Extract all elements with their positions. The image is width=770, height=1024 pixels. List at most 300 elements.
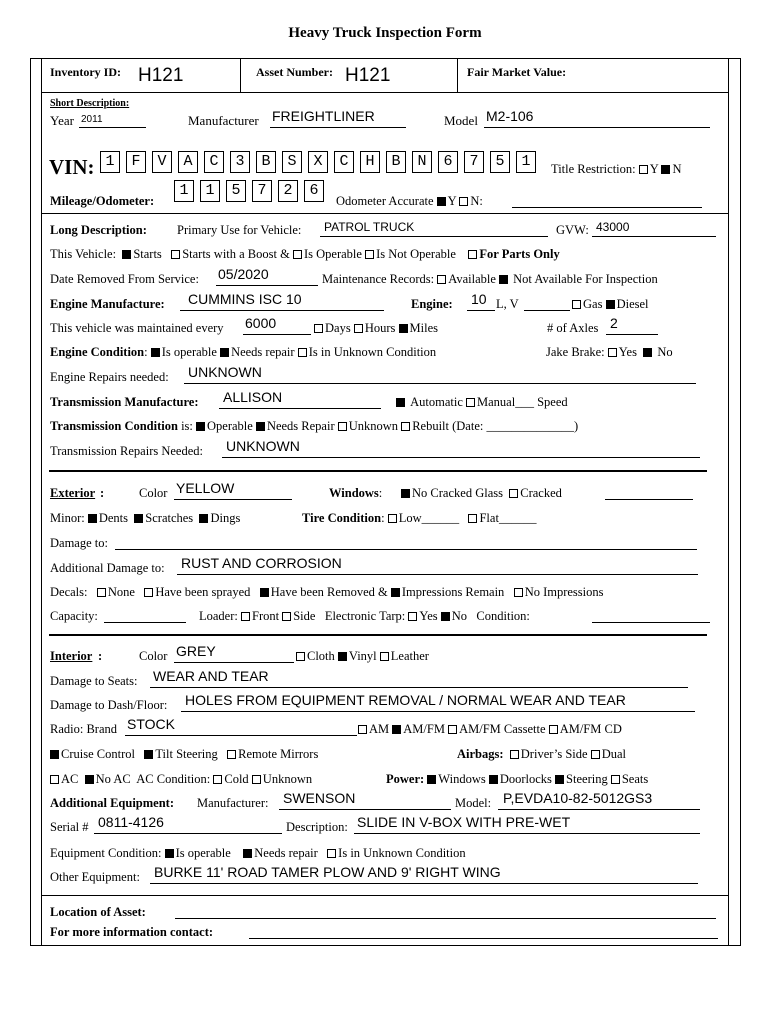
windows-row <box>329 486 562 501</box>
power-row <box>386 772 648 787</box>
maintained-value[interactable]: 6000 <box>245 315 277 331</box>
radio-cd-label: AM/FM CD <box>559 722 622 736</box>
not-available-checkbox[interactable] <box>499 275 508 284</box>
automatic-checkbox[interactable] <box>396 398 405 407</box>
no-impressions-label: No Impressions <box>524 585 604 599</box>
decals-sprayed-checkbox[interactable] <box>144 588 153 597</box>
outer-right-border <box>740 58 741 946</box>
maintained-label: This vehicle was maintained every <box>50 321 224 335</box>
odometer-note-line <box>512 207 702 208</box>
trans-rebuilt-checkbox[interactable] <box>401 422 410 431</box>
speed-label: Speed <box>537 395 568 409</box>
engine-unknown-checkbox[interactable] <box>298 348 307 357</box>
tire-flat-checkbox[interactable] <box>468 514 477 523</box>
diesel-checkbox[interactable] <box>606 300 615 309</box>
interval-unit-row <box>314 321 438 336</box>
description-value[interactable]: SLIDE IN V-BOX WITH PRE-WET <box>357 814 571 830</box>
description-line <box>354 833 700 834</box>
engine-repairs-line <box>184 383 696 384</box>
trans-mfr-label: Transmission Manufacture: <box>50 395 199 409</box>
date-removed-value[interactable]: 05/2020 <box>218 266 269 282</box>
manufacturer-label: Manufacturer <box>188 113 259 128</box>
days-checkbox[interactable] <box>314 324 323 333</box>
no-cracked-label: No Cracked Glass <box>412 486 503 500</box>
primary-use-line <box>320 236 548 237</box>
impressions-label: Impressions Remain <box>401 585 505 599</box>
asset-number-label: Asset Number: <box>256 65 333 79</box>
cruise-label: Cruise Control <box>61 747 135 761</box>
cruise-checkbox[interactable] <box>50 750 59 759</box>
capacity-line <box>104 622 186 623</box>
jake-no-checkbox[interactable] <box>643 348 652 357</box>
leather-checkbox[interactable] <box>380 652 389 661</box>
engine-cond-colon: : <box>144 345 148 359</box>
engine-mfr-value[interactable]: CUMMINS ISC 10 <box>188 291 302 307</box>
mileage-digit[interactable]: 6 <box>304 180 324 202</box>
airbags-label: Airbags: <box>457 747 504 761</box>
vin-char[interactable]: A <box>178 151 198 173</box>
loader-front-label: Front <box>252 609 280 623</box>
short-description-label: Short Description: <box>50 98 130 109</box>
year-line <box>79 127 146 128</box>
equip-operable-label: Is operable <box>175 846 231 860</box>
starts-label: Starts <box>133 247 162 261</box>
fair-market-label: Fair Market Value: <box>467 65 567 79</box>
no-ac-label: No AC <box>95 772 131 786</box>
primary-use-label: Primary Use for Vehicle: <box>177 223 302 237</box>
engine-mfr-label: Engine Manufacture: <box>50 297 165 311</box>
mileage-digit[interactable]: 7 <box>252 180 272 202</box>
radio-label: Radio: Brand <box>50 722 118 736</box>
scratches-label: Scratches <box>145 511 194 525</box>
miles-checkbox[interactable] <box>399 324 408 333</box>
contact-label: For more information contact: <box>50 925 214 939</box>
damage-to-line <box>115 549 697 550</box>
airbag-driver-checkbox[interactable] <box>510 750 519 759</box>
no-cracked-checkbox[interactable] <box>401 489 410 498</box>
outer-left-border <box>30 58 31 946</box>
vin-char[interactable]: 1 <box>516 151 536 173</box>
date-removed-line <box>216 285 318 286</box>
hours-label: Hours <box>364 321 396 335</box>
engine-needs-repair-label: Needs repair <box>231 345 295 359</box>
manufacturer-value[interactable]: FREIGHTLINER <box>272 108 375 124</box>
jake-brake-row <box>546 345 673 360</box>
section-divider-1 <box>49 470 707 472</box>
tarp-condition-line <box>592 622 710 623</box>
odometer-yes-checkbox[interactable] <box>437 197 446 206</box>
loader-label: Loader: <box>199 609 238 623</box>
minor-damage-row <box>50 511 240 526</box>
form-title: Heavy Truck Inspection Form <box>288 25 482 41</box>
manual-checkbox[interactable] <box>466 398 475 407</box>
vin-char[interactable]: B <box>386 151 406 173</box>
trans-needs-repair-label: Needs Repair <box>266 419 335 433</box>
trans-unknown-checkbox[interactable] <box>338 422 347 431</box>
trans-repairs-label: Transmission Repairs Needed: <box>50 444 203 458</box>
add-damage-value[interactable]: RUST AND CORROSION <box>181 555 342 571</box>
airbags-row <box>457 747 626 762</box>
engine-operable-checkbox[interactable] <box>151 348 160 357</box>
vinyl-checkbox[interactable] <box>338 652 347 661</box>
gvw-line <box>592 236 716 237</box>
loader-side-label: Side <box>293 609 316 623</box>
serial-label: Serial # <box>50 820 89 834</box>
equip-mfr-value[interactable]: SWENSON <box>283 790 356 806</box>
rebuilt-close: ) <box>573 419 579 433</box>
airbag-dual-label: Dual <box>601 747 626 761</box>
is-operable-checkbox[interactable] <box>293 250 302 259</box>
vin-char[interactable]: F <box>126 151 146 173</box>
equip-condition-row <box>50 846 466 861</box>
odometer-no-checkbox[interactable] <box>459 197 468 206</box>
parts-only-checkbox[interactable] <box>468 250 477 259</box>
seats-damage-value[interactable]: WEAR AND TEAR <box>153 668 269 684</box>
trans-repairs-line <box>222 457 700 458</box>
not-operable-label: Is Not Operable <box>376 247 456 261</box>
title-restriction-no-checkbox[interactable] <box>661 165 670 174</box>
trans-repairs-value[interactable]: UNKNOWN <box>226 438 300 454</box>
airbag-driver-label: Driver’s Side <box>520 747 588 761</box>
ac-unknown-checkbox[interactable] <box>252 775 261 784</box>
axles-value[interactable]: 2 <box>610 315 618 331</box>
mileage-digit[interactable]: 5 <box>226 180 246 202</box>
title-restriction-no-label: N <box>672 162 682 176</box>
trans-cond-is: is: <box>177 419 193 433</box>
trans-operable-label: Operable <box>207 419 253 433</box>
mileage-digit[interactable]: 2 <box>278 180 298 202</box>
jake-yes-label: Yes <box>618 345 637 359</box>
odometer-accurate-label: Odometer Accurate <box>336 194 434 208</box>
vin-divider <box>41 213 729 214</box>
equip-model-value[interactable]: P,EVDA10-82-5012GS3 <box>503 790 653 806</box>
power-seats-label: Seats <box>621 772 649 786</box>
tire-cond-colon: : <box>381 511 385 525</box>
other-equip-label: Other Equipment: <box>50 870 140 884</box>
serial-line <box>94 833 282 834</box>
fuel-type-row <box>572 297 649 312</box>
engine-cond-label: Engine Condition <box>50 345 145 359</box>
ext-color-line <box>174 499 292 500</box>
tarp-yes-label: Yes <box>419 609 438 623</box>
other-equip-line <box>150 883 698 884</box>
exterior-colon: : <box>100 486 105 500</box>
tarp-yes-checkbox[interactable] <box>408 612 417 621</box>
primary-use-value[interactable]: PATROL TRUCK <box>324 220 415 234</box>
radio-brand-line <box>125 735 357 736</box>
inventory-id-label: Inventory ID: <box>50 65 121 79</box>
damage-to-label: Damage to: <box>50 536 108 550</box>
vin-char[interactable]: V <box>152 151 172 173</box>
tarp-no-label: No <box>451 609 468 623</box>
engine-repairs-label: Engine Repairs needed: <box>50 370 169 384</box>
equip-model-label: Model: <box>455 796 492 810</box>
radio-type-row <box>358 722 622 737</box>
equip-unknown-checkbox[interactable] <box>327 849 336 858</box>
cloth-label: Cloth <box>307 649 335 663</box>
power-label: Power: <box>386 772 425 786</box>
vin-label: VIN: <box>49 155 95 179</box>
starts-boost-checkbox[interactable] <box>171 250 180 259</box>
remote-mirrors-checkbox[interactable] <box>227 750 236 759</box>
tilt-checkbox[interactable] <box>144 750 153 759</box>
radio-amfm-label: AM/FM <box>403 722 445 736</box>
add-damage-label: Additional Damage to: <box>50 561 165 575</box>
ac-checkbox[interactable] <box>50 775 59 784</box>
inventory-id-value[interactable]: H121 <box>138 65 184 86</box>
ac-cold-checkbox[interactable] <box>213 775 222 784</box>
vin-char[interactable]: B <box>256 151 276 173</box>
equip-cond-label: Equipment Condition: <box>50 846 162 860</box>
available-checkbox[interactable] <box>437 275 446 284</box>
ac-label: AC <box>61 772 79 786</box>
engine-lv-label: L, V <box>496 297 519 311</box>
vin-char[interactable]: 1 <box>100 151 120 173</box>
trans-cond-label: Transmission Condition <box>50 419 178 433</box>
model-line <box>484 127 710 128</box>
description-label: Description: <box>286 820 348 834</box>
power-doorlocks-checkbox[interactable] <box>489 775 498 784</box>
engine-operable-label: Is operable <box>161 345 217 359</box>
vin-char[interactable]: H <box>360 151 380 173</box>
inner-right-border <box>728 58 729 946</box>
trans-operable-checkbox[interactable] <box>196 422 205 431</box>
loader-row <box>199 609 530 624</box>
add-equip-label: Additional Equipment: <box>50 796 174 810</box>
tarp-no-checkbox[interactable] <box>441 612 450 621</box>
model-value[interactable]: M2-106 <box>486 108 534 124</box>
seats-damage-label: Damage to Seats: <box>50 674 138 688</box>
year-label: Year <box>50 113 74 128</box>
section-divider-2 <box>49 634 707 636</box>
decals-sprayed-label: Have been sprayed <box>155 585 251 599</box>
vin-char[interactable]: 3 <box>230 151 250 173</box>
cracked-line <box>605 499 693 500</box>
gas-label: Gas <box>583 297 603 311</box>
engine-label: Engine: <box>411 297 453 311</box>
engine-liters-line <box>467 310 495 311</box>
ampersand: & <box>280 247 290 261</box>
dings-checkbox[interactable] <box>199 514 208 523</box>
vin-char[interactable]: C <box>334 151 354 173</box>
mileage-digit[interactable]: 1 <box>174 180 194 202</box>
trans-type-row: Automatic Manual___ Speed <box>396 395 568 410</box>
maint-records-label: Maintenance Records: <box>322 272 435 286</box>
vin-char[interactable]: C <box>204 151 224 173</box>
upholstery-row <box>296 649 429 664</box>
header-sep-1 <box>240 58 241 92</box>
title-restriction-yes-checkbox[interactable] <box>639 165 648 174</box>
hours-checkbox[interactable] <box>354 324 363 333</box>
interior-label: Interior <box>50 649 93 663</box>
capacity-label: Capacity: <box>50 609 98 623</box>
radio-cassette-checkbox[interactable] <box>448 725 457 734</box>
long-desc-label: Long Description: <box>50 223 147 237</box>
ext-color-value[interactable]: YELLOW <box>176 480 235 496</box>
equip-mfr-line <box>279 809 451 810</box>
trans-mfr-line <box>219 408 381 409</box>
dents-label: Dents <box>98 511 129 525</box>
airbag-dual-checkbox[interactable] <box>591 750 600 759</box>
tire-flat-label: Flat <box>479 511 499 525</box>
equip-model-line <box>498 809 700 810</box>
top-border <box>30 58 741 59</box>
header-divider <box>41 92 729 93</box>
decals-removed-checkbox[interactable] <box>260 588 269 597</box>
year-value[interactable]: 2011 <box>81 114 103 125</box>
trans-rebuilt-label: Rebuilt (Date: <box>412 419 484 433</box>
ac-cold-label: Cold <box>224 772 249 786</box>
radio-cassette-label: AM/FM Cassette <box>459 722 546 736</box>
dash-damage-value[interactable]: HOLES FROM EQUIPMENT REMOVAL / NORMAL WEAR AND TEAR <box>185 692 626 708</box>
tilt-label: Tilt Steering <box>155 747 218 761</box>
miles-label: Miles <box>409 321 438 335</box>
tire-low-label: Low <box>398 511 422 525</box>
bottom-border <box>30 945 741 946</box>
tire-condition-row: Tire Condition: Low______ Flat______ <box>302 511 537 525</box>
engine-unknown-label: Is in Unknown Condition <box>308 345 437 359</box>
tarp-label: Electronic Tarp: <box>324 609 406 623</box>
decals-label: Decals: <box>50 585 88 599</box>
maintained-line <box>243 334 311 335</box>
contact-line[interactable] <box>249 938 718 939</box>
int-color-label: Color <box>139 649 168 663</box>
equip-operable-checkbox[interactable] <box>165 849 174 858</box>
vin-char[interactable]: X <box>308 151 328 173</box>
location-line[interactable] <box>175 918 716 919</box>
power-steering-checkbox[interactable] <box>555 775 564 784</box>
engine-condition-row <box>50 345 436 360</box>
no-impressions-checkbox[interactable] <box>514 588 523 597</box>
loader-front-checkbox[interactable] <box>241 612 250 621</box>
cracked-checkbox[interactable] <box>509 489 518 498</box>
power-windows-checkbox[interactable] <box>427 775 436 784</box>
ac-row <box>50 772 312 787</box>
add-damage-line <box>177 574 698 575</box>
features-row <box>50 747 318 762</box>
trans-condition-row: Transmission Condition is: Operable Needs Repair Unknown Rebuilt (Date: ______________) <box>50 419 579 433</box>
radio-am-checkbox[interactable] <box>358 725 367 734</box>
not-available-label: Not Available For Inspection <box>513 272 658 286</box>
cracked-label: Cracked <box>520 486 562 500</box>
title-restriction-yes-label: Y <box>649 162 659 176</box>
manufacturer-line <box>270 127 406 128</box>
decals-row <box>50 585 604 600</box>
seats-damage-line <box>150 687 688 688</box>
vin-char[interactable]: N <box>412 151 432 173</box>
windows-colon: : <box>378 486 383 500</box>
gvw-value[interactable]: 43000 <box>596 220 630 234</box>
mileage-digit[interactable]: 1 <box>200 180 220 202</box>
int-color-value[interactable]: GREY <box>176 643 216 659</box>
vin-char[interactable]: 5 <box>490 151 510 173</box>
ext-color-label: Color <box>139 486 168 500</box>
decals-none-checkbox[interactable] <box>97 588 106 597</box>
power-steering-label: Steering <box>566 772 608 786</box>
jake-brake-label: Jake Brake: <box>546 345 605 359</box>
jake-no-label: No <box>657 345 673 359</box>
asset-number-value[interactable]: H121 <box>345 65 391 86</box>
int-color-line <box>174 662 294 663</box>
inner-left-border <box>41 58 42 946</box>
tire-cond-label: Tire Condition <box>302 511 382 525</box>
title-restriction <box>551 162 681 177</box>
header-sep-2 <box>457 58 458 92</box>
dash-damage-label: Damage to Dash/Floor: <box>50 698 168 712</box>
engine-needs-repair-checkbox[interactable] <box>220 348 229 357</box>
no-ac-checkbox[interactable] <box>85 775 94 784</box>
remote-mirrors-label: Remote Mirrors <box>238 747 319 761</box>
loader-side-checkbox[interactable] <box>282 612 291 621</box>
tire-low-checkbox[interactable] <box>388 514 397 523</box>
available-label: Available <box>448 272 496 286</box>
scratches-checkbox[interactable] <box>134 514 143 523</box>
title-restriction-label: Title Restriction: <box>551 162 636 176</box>
exterior-label: Exterior <box>50 486 96 500</box>
equip-needs-repair-checkbox[interactable] <box>243 849 252 858</box>
windows-label: Windows <box>329 486 379 500</box>
gas-checkbox[interactable] <box>572 300 581 309</box>
odometer-yes-label: Y <box>447 194 457 208</box>
radio-brand-value[interactable]: STOCK <box>127 716 175 732</box>
other-equip-value[interactable]: BURKE 11' ROAD TAMER PLOW AND 9' RIGHT WING <box>154 864 501 880</box>
engine-liters-value[interactable]: 10 <box>471 291 487 307</box>
vin-char[interactable]: 7 <box>464 151 484 173</box>
engine-v-line <box>524 310 570 311</box>
serial-value[interactable]: 0811-4126 <box>98 814 164 830</box>
decals-none-label: None <box>107 585 135 599</box>
odometer-no-label: N: <box>470 194 483 208</box>
trans-mfr-value[interactable]: ALLISON <box>223 389 283 405</box>
location-label: Location of Asset: <box>50 905 146 919</box>
starts-checkbox[interactable] <box>122 250 131 259</box>
vin-char[interactable]: 6 <box>438 151 458 173</box>
power-seats-checkbox[interactable] <box>611 775 620 784</box>
manual-label: Manual <box>477 395 516 409</box>
equip-unknown-label: Is in Unknown Condition <box>338 846 466 860</box>
this-vehicle-label: This Vehicle: <box>50 247 117 261</box>
radio-cd-checkbox[interactable] <box>549 725 558 734</box>
radio-amfm-checkbox[interactable] <box>392 725 401 734</box>
odometer-accurate <box>336 194 483 209</box>
engine-mfr-line <box>180 310 384 311</box>
jake-yes-checkbox[interactable] <box>608 348 617 357</box>
power-doorlocks-label: Doorlocks <box>499 772 552 786</box>
trans-needs-repair-checkbox[interactable] <box>256 422 265 431</box>
section-divider-3 <box>41 895 729 896</box>
leather-label: Leather <box>390 649 429 663</box>
dents-checkbox[interactable] <box>88 514 97 523</box>
not-operable-checkbox[interactable] <box>365 250 374 259</box>
diesel-label: Diesel <box>616 297 649 311</box>
impressions-checkbox[interactable] <box>391 588 400 597</box>
dash-damage-line <box>181 711 695 712</box>
parts-only-label: For Parts Only <box>479 247 560 261</box>
cloth-checkbox[interactable] <box>296 652 305 661</box>
date-removed-label: Date Removed From Service: <box>50 272 199 286</box>
ac-unknown-label: Unknown <box>262 772 313 786</box>
starts-boost-label: Starts with a Boost <box>182 247 277 261</box>
automatic-label: Automatic <box>410 395 463 409</box>
axles-line <box>606 334 658 335</box>
ac-cond-label: AC Condition: <box>136 772 211 786</box>
engine-repairs-value[interactable]: UNKNOWN <box>188 364 262 380</box>
radio-am-label: AM <box>369 722 390 736</box>
this-vehicle-row <box>50 247 560 262</box>
model-label: Model <box>444 113 478 128</box>
vin-char[interactable]: S <box>282 151 302 173</box>
days-label: Days <box>325 321 351 335</box>
